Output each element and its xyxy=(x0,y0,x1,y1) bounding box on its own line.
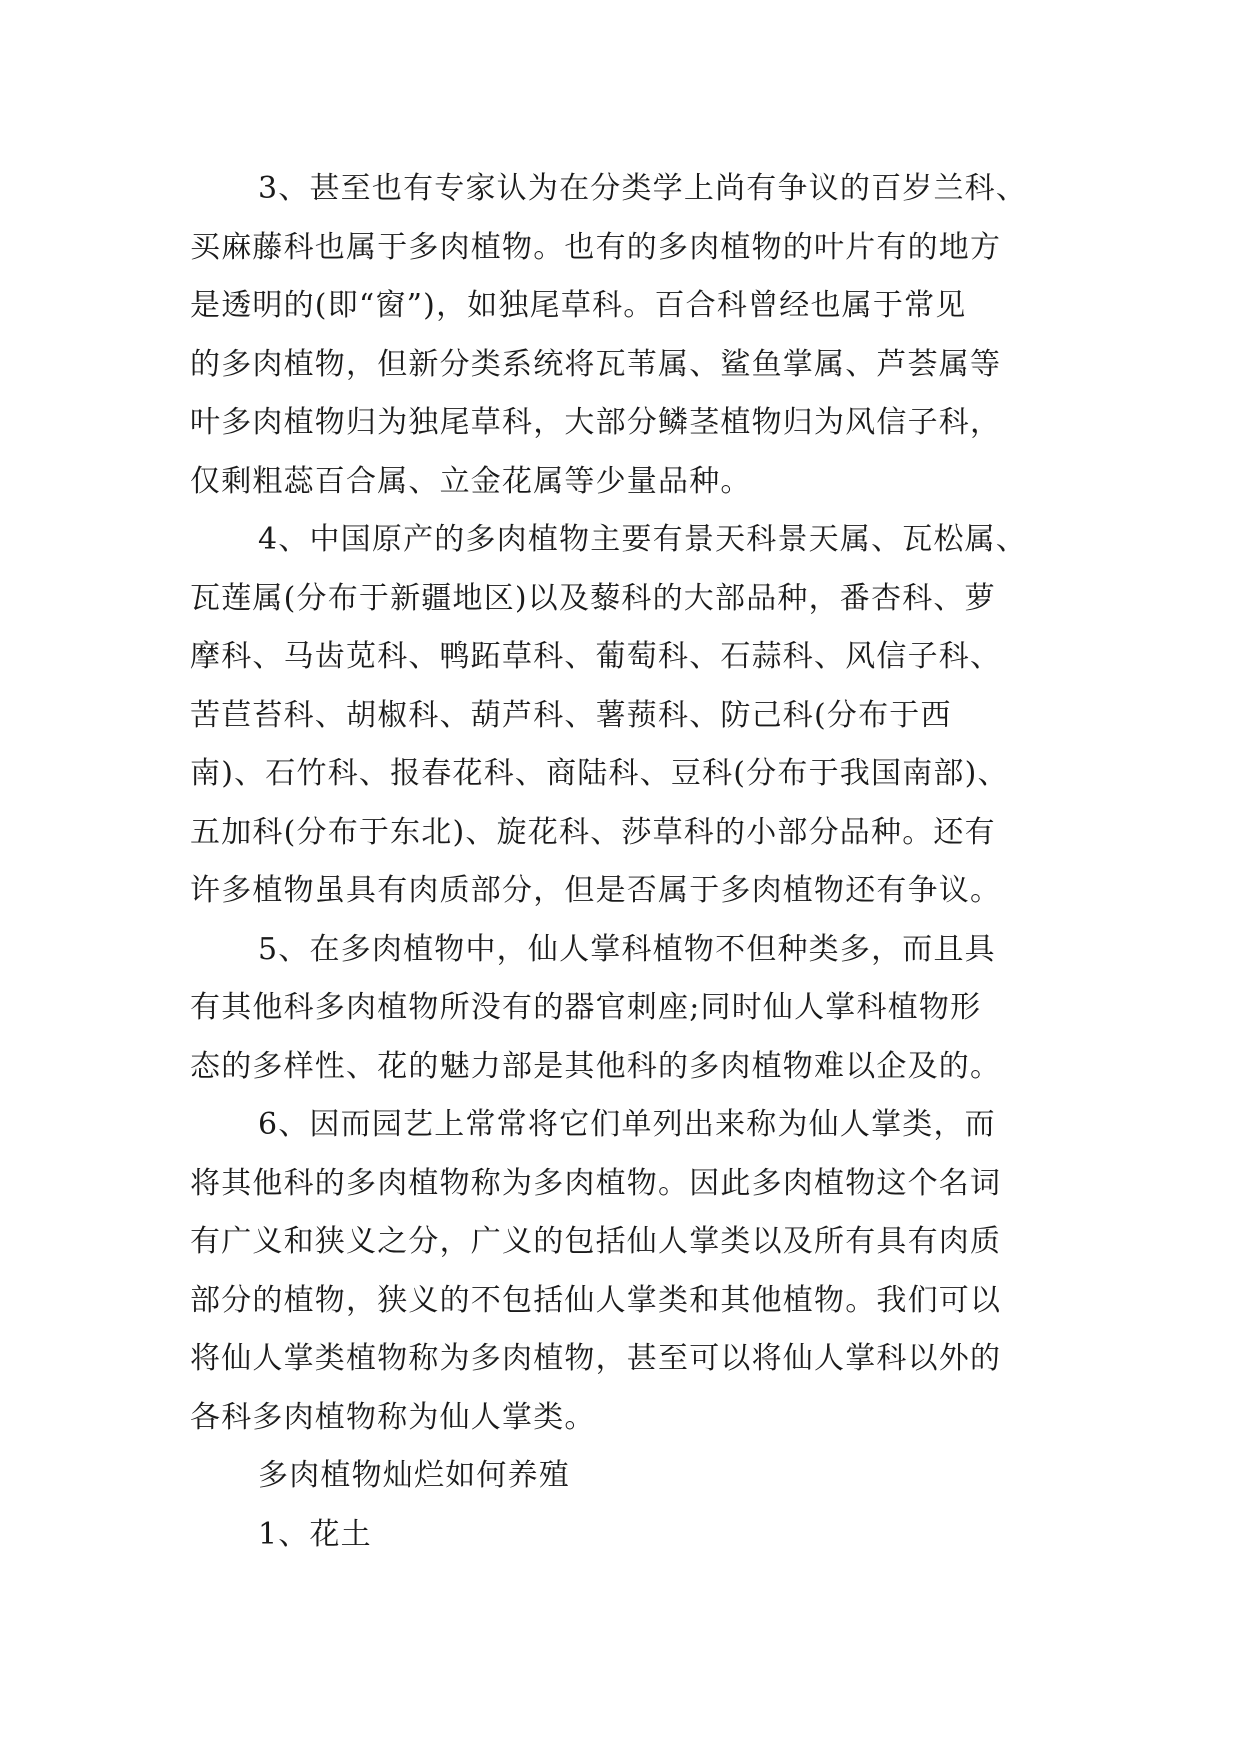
paragraph-4-line-5: 南)、石竹科、报春花科、商陆科、豆科(分布于我国南部)、 xyxy=(190,756,1009,791)
paragraph-5-line-3: 态的多样性、花的魅力部是其他科的多肉植物难以企及的。 xyxy=(190,1048,1002,1084)
paragraph-4-line-4: 苦苣苔科、胡椒科、葫芦科、薯蓣科、防己科(分布于西 xyxy=(190,697,952,733)
document-body xyxy=(190,160,1080,1564)
paragraph-6-line-4: 部分的植物，狭义的不包括仙人掌类和其他植物。我们可以 xyxy=(190,1282,1002,1318)
paragraph-5-line-1: 5、在多肉植物中，仙人掌科植物不但种类多，而且具 xyxy=(258,931,996,967)
paragraph-3-line-6: 仅剩粗蕊百合属、立金花属等少量品种。 xyxy=(190,463,752,499)
paragraph-4-line-2: 瓦莲属(分布于新疆地区)以及藜科的大部品种，番杏科、萝 xyxy=(190,580,996,616)
paragraph-5-line-2: 有其他科多肉植物所没有的器官刺座;同时仙人掌科植物形 xyxy=(190,990,982,1025)
paragraph-3-line-1: 3、甚至也有专家认为在分类学上尚有争议的百岁兰科、 xyxy=(258,171,1028,206)
paragraph-6-line-2: 将其他科的多肉植物称为多肉植物。因此多肉植物这个名词 xyxy=(190,1165,1002,1201)
paragraph-3-line-2: 买麻藤科也属于多肉植物。也有的多肉植物的叶片有的地方 xyxy=(190,229,1002,265)
paragraph-6-line-3: 有广义和狭义之分，广义的包括仙人掌类以及所有具有肉质 xyxy=(190,1224,1002,1259)
paragraph-4-line-3: 摩科、马齿苋科、鸭跖草科、葡萄科、石蒜科、风信子科、 xyxy=(190,639,1002,674)
paragraph-6-line-5: 将仙人掌类植物称为多肉植物，甚至可以将仙人掌科以外的 xyxy=(190,1341,1002,1376)
paragraph-4-line-1: 4、中国原产的多肉植物主要有景天科景天属、瓦松属、 xyxy=(258,522,1028,557)
paragraph-4-line-6: 五加科(分布于东北)、旋花科、莎草科的小部分品种。还有 xyxy=(190,814,996,850)
subsection-heading: 1、花土 xyxy=(258,1516,372,1552)
paragraph-3-line-3: 是透明的(即“窗”)，如独尾草科。百合科曾经也属于常见 xyxy=(190,288,967,323)
paragraph-3-line-5: 叶多肉植物归为独尾草科，大部分鳞茎植物归为风信子科， xyxy=(190,405,1002,440)
section-heading: 多肉植物灿烂如何养殖 xyxy=(258,1458,570,1493)
paragraph-4-line-7: 许多植物虽具有肉质部分，但是否属于多肉植物还有争议。 xyxy=(190,873,1002,908)
paragraph-6-line-1: 6、因而园艺上常常将它们单列出来称为仙人掌类，而 xyxy=(258,1107,996,1142)
paragraph-3-line-4: 的多肉植物，但新分类系统将瓦苇属、鲨鱼掌属、芦荟属等 xyxy=(190,346,1002,382)
paragraph-6-line-6: 各科多肉植物称为仙人掌类。 xyxy=(190,1399,596,1435)
